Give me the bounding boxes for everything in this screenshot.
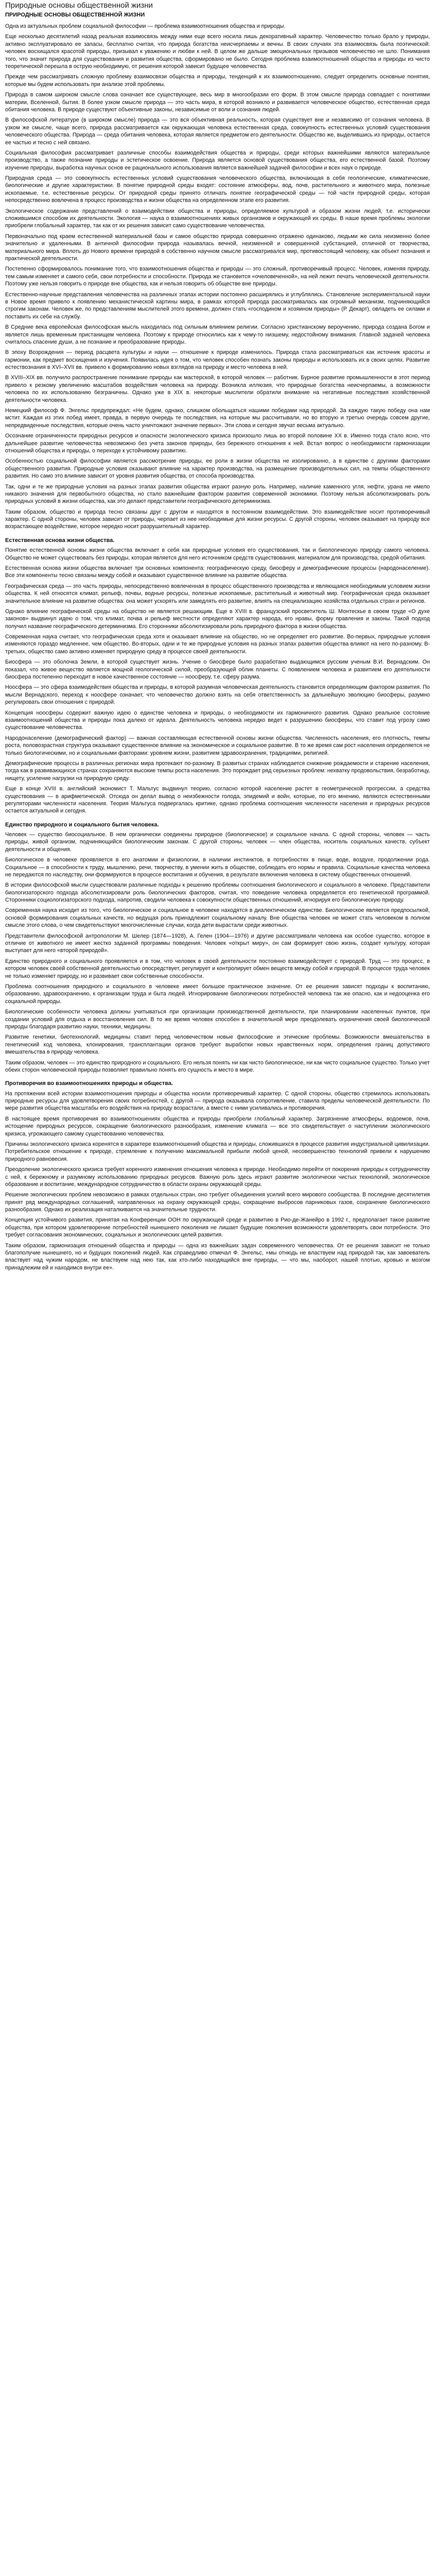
paragraph: Концепция ноосферы содержит важную идею о единстве человека и природы, о необходимости их гармоничного развития. Однако реальное состояние взаимоотношений общества и природы пока далеко от идеала. Деятельность человека нередко ведет к разрушению биосферы, что ставит под угрозу само существование человечества. bbox=[5, 709, 430, 731]
page-subtitle: ПРИРОДНЫЕ ОСНОВЫ ОБЩЕСТВЕННОЙ ЖИЗНИ bbox=[5, 11, 145, 18]
section-heading: Естественная основа жизни общества. bbox=[5, 537, 115, 544]
paragraph: Современная наука исходит из того, что биологическое и социальное в человеке находятся в диалектическом единстве. Биологическое является предпосылкой, основой формирования социальных качеств, но ведущая роль принадлежит социальному началу. Вне общества человек не может стать человеком в полном смысле этого слова, о чем свидетельствуют многочисленные случаи, когда дети вырастали среди животных. bbox=[5, 907, 430, 929]
paragraph: Биологические особенности человека должны учитываться при организации производственной деятельности, при планировании населенных пунктов, при создании условий для отдыха и восстановления сил. В то же время человек способен в значительной мере преодолевать ограничения своей биологической природы благодаря развитию науки, техники, медицины. bbox=[5, 1009, 430, 1030]
paragraph: Человек — существо биосоциальное. В нем органически соединены природное (биологическое) и социальное начала. С одной стороны, человек — часть природы, живой организм, подчиняющийся биологическим законам. С другой стороны, человек — член общества, носитель социальных качеств, субъект деятельности и общения. bbox=[5, 831, 430, 853]
paragraph: Современная наука считает, что географическая среда хотя и оказывает влияние на общество, но не определяет его развитие. Во-первых, природные условия изменяются гораздо медленнее, чем общество. Во-вторых, одни и те же природные условия на разных этапах развития общества влияют на него по-разному. В-третьих, общество само активно изменяет природную среду в процессе своей деятельности. bbox=[5, 634, 430, 655]
section-heading: Противоречия во взаимоотношениях природы и общества. bbox=[5, 1080, 173, 1087]
paragraph: Концепция устойчивого развития, принятая на Конференции ООН по окружающей среде и развитию в Рио-де-Жанейро в 1992 г., предполагает такое развитие общества, при котором удовлетворение потребностей нынешнего поколения не лишает будущие поколения возможности удовлетворять свои потребности. Это требует согласования экономических, социальных и экологических целей развития. bbox=[5, 1217, 430, 1239]
paragraph: Таким образом, общество и природа тесно связаны друг с другом и находятся в постоянном взаимодействии. Это взаимодействие носит противоречивый характер. С одной стороны, человек зависит от природы, черпает из нее необходимые для жизни ресурсы. С другой стороны, человек оказывает на природу все возрастающее воздействие, которое нередко носит разрушительный характер. bbox=[5, 509, 430, 530]
paragraph: На протяжении всей истории взаимоотношения природы и общества носили противоречивый характер. С одной стороны, общество стремилось использовать природные ресурсы для удовлетворения своих потребностей, с другой — природа оказывала сопротивление, ставила пределы человеческой деятельности. По мере развития общества масштабы его воздействия на природу возрастали, а вместе с ними усиливались и противоречия. bbox=[5, 1090, 430, 1112]
paragraph: Преодоление экологического кризиса требует коренного изменения отношения человека к природе. Необходимо перейти от покорения природы к сотрудничеству с ней, к бережному и разумному использованию природных ресурсов. Важную роль здесь играют развитие экологически чистых технологий, экологическое образование и воспитание, международное сотрудничество в области охраны окружающей среды. bbox=[5, 1166, 430, 1188]
paragraph: Однако влияние географической среды на общество не является решающим. Еще в XVIII в. французский просветитель Ш. Монтескье в своем труде «О духе законов» выдвинул идею о том, что климат, почва и рельеф местности определяют характер народа, его нравы, форму правления и законы. Такой подход получил название географического детерминизма. Его сторонники абсолютизировали роль природного фактора в жизни общества. bbox=[5, 608, 430, 630]
page-title: Природные основы общественной жизни bbox=[5, 1, 153, 10]
paragraph: Еще в конце XVIII в. английский экономист Т. Мальтус выдвинул теорию, согласно которой население растет в геометрической прогрессии, а средства существования — в арифметической. Отсюда он делал вывод о неизбежности голода, эпидемий и войн, которые, по его мнению, являются естественными регуляторами численности населения. Теория Мальтуса подвергалась критике, однако проблема соотношения численности населения и природных ресурсов остается актуальной и сегодня. bbox=[5, 786, 430, 815]
paragraph: Развитие генетики, биотехнологий, медицины ставит перед человечеством новые философские и этические проблемы. Возможности вмешательства в генетический код человека, клонирования, трансплантации органов требуют выработки новых нравственных норм, определения границ допустимого вмешательства в природу человека. bbox=[5, 1034, 430, 1056]
paragraph: Немецкий философ Ф. Энгельс предупреждал: «Не будем, однако, слишком обольщаться нашими победами над природой. За каждую такую победу она нам мстит. Каждая из этих побед имеет, правда, в первую очередь те последствия, на которые мы рассчитывали, но во вторую и третью очередь совсем другие, непредвиденные последствия, которые очень часто уничтожают значение первых». Эти слова и сегодня звучат весьма актуально. bbox=[5, 408, 430, 429]
paragraph: Единство природного и социального проявляется и в том, что человек в своей деятельности постоянно взаимодействует с природой. Труд — это процесс, в котором человек своей собственной деятельностью опосредствует, регулирует и контролирует обмен веществ между собой и природой. В процессе труда человек не только изменяет природу, но и развивает свои собственные способности. bbox=[5, 958, 430, 979]
paragraph: Первоначально под краем естественной материальной базы и самое общество природа совершенно отражено одинаково, людьми же сила неизменно более значительно и удаленными. В античной философии природа называлась вечной, неизменной и совершенной субстанцией, отличной от творчества, материального мира. Вплоть до Нового времени природой в собственно научном смысле рассматривался мир, противостоящий человеку, как объект познания и практической деятельности. bbox=[5, 233, 430, 262]
paragraph: В истории философской мысли существовали различные подходы к решению проблемы соотношения биологического и социального в человеке. Представители биологизаторского подхода абсолютизировали роль биологических факторов, считая, что поведение человека определяется его генетической программой. Сторонники социологизаторского подхода, напротив, сводили человека к совокупности общественных отношений, игнорируя его биологическую природу. bbox=[5, 882, 430, 904]
paragraph: Причины экологического кризиса коренятся в характере взаимоотношений общества и природы, сложившихся в процессе развития индустриальной цивилизации. Потребительское отношение к природе, стремление к получению максимальной прибыли любой ценой, несовершенство технологий привели к нарушению природного равновесия. bbox=[5, 1141, 430, 1162]
paragraph: В настоящее время противоречия во взаимоотношениях общества и природы приобрели глобальный характер. Загрязнение атмосферы, водоемов, почв, истощение природных ресурсов, сокращение биологического разнообразия, изменение климата — все это свидетельствует о наступлении экологического кризиса, угрожающего самому существованию человечества. bbox=[5, 1115, 430, 1137]
paragraph: Биосфера — это оболочка Земли, в которой существует жизнь. Учение о биосфере было разработано выдающимся русским ученым В.И. Вернадским. Он показал, что живое вещество является мощной геологической силой, преобразующей облик планеты. С появлением человека и развитием его деятельности биосфера постепенно переходит в новое качественное состояние — ноосферу, т.е. сферу разума. bbox=[5, 659, 430, 681]
paragraph: В Средние века европейская философская мысль находилась под сильным влиянием религии. Согласно христианскому вероучению, природа создана Богом и является лишь временным пристанищем человека. Поэтому к природе относились как к чему-то низшему, недостойному внимания. Главной задачей человека считалось спасение души, а не познание и преобразование природы. bbox=[5, 324, 430, 345]
paragraph: Народонаселение (демографический фактор) — важная составляющая естественной основы жизни общества. Численность населения, его плотность, темпы роста, половозрастная структура оказывают существенное влияние на экономическое и социальное развитие. В то же время сам рост населения определяется не только биологическими, но и социальными факторами: уровнем жизни, развитием здравоохранения, традициями, религией. bbox=[5, 735, 430, 756]
paragraph: Экологическое содержание представлений о взаимодействии общества и природы, определяемое культурой и образом жизни людей, т.е. исторически сложившимся способом их деятельности. Экология — наука о взаимоотношениях живых организмов и окружающей их среды. В наше время проблемы экологии приобрели глобальный характер, так как от их решения зависит само существование человечества. bbox=[5, 208, 430, 229]
paragraph: Природная среда — это совокупность естественных условий существования человеческого общества, включающая в себя геологические, климатические, биологические и другие характеристики. В понятие природной среды входят: состояние атмосферы, вод, почв, растительного и животного мира, полезные ископаемые, т.е. естественные ресурсы. От природной среды принято отличать понятие географической среды — той части природной среды, которая непосредственно вовлечена в процесс производства и жизни общества на определенном этапе его развития. bbox=[5, 175, 430, 204]
article-body bbox=[5, 23, 430, 1272]
paragraph: Постепенно сформировалось понимание того, что взаимоотношения общества и природы — это сложный, противоречивый процесс. Человек, изменяя природу, тем самым изменяет и самого себя, свои потребности и способности. Природа же становится «очеловеченной», на ней лежит печать человеческой деятельности. Поэтому уже нельзя говорить о природе вне общества, как и нельзя говорить об обществе вне природы. bbox=[5, 266, 430, 287]
paragraph: Социальная философия рассматривает различные способы взаимодействия общества и природы, среди которых важнейшими являются материальное производство, а также познание природы и эстетическое освоение. Природа является основой существования общества, его естественной базой. Поэтому изучение природы, выработка научных основ ее рационального использования является важнейшей задачей философии и всех наук о природе. bbox=[5, 149, 430, 171]
paragraph: Таким образом, гармонизация отношений общества и природы — одна из важнейших задач современного человечества. От ее решения зависит не только благополучие нынешнего, но и будущих поколений людей. Как справедливо отмечал Ф. Энгельс, «мы отнюдь не властвуем над природой так, как завоеватель властвует над чужим народом, не властвуем над нею так, как кто-либо находящийся вне природы, — что мы, наоборот, нашей плотью, кровью и мозгом принадлежим ей и находимся внутри ее». bbox=[5, 1242, 430, 1271]
paragraph: Осознание ограниченности природных ресурсов и опасности экологического кризиса произошло лишь во второй половине XX в. Именно тогда стало ясно, что дальнейшее развитие человечества невозможно без учета законов природы, без бережного отношения к ней. Встал вопрос о необходимости гармонизации отношений общества и природы, о переходе к устойчивому развитию. bbox=[5, 433, 430, 454]
paragraph: В философской литературе (в широком смысле) природа — это вся объективная реальность, которая существует вне и независимо от сознания человека. В узком же смысле, чаще всего, природа рассматривается как окружающая человека естественная среда, совокупность естественных условий существования человеческого общества. Природа — среда обитания человека, которая является предметом его деятельности. Общество же, выделившись из природы, остается ее частью и тесно с ней связано. bbox=[5, 117, 430, 146]
paragraph: Особенностью социальной философии является рассмотрение природы, ее роли в жизни общества не изолированно, а в единстве с другими факторами общественного развития. Природные условия оказывают влияние на характер производства, на размещение производительных сил, на темпы общественного развития. Но само это влияние зависит от уровня развития общества, от способа производства. bbox=[5, 458, 430, 480]
paragraph: Географическая среда — это часть природы, непосредственно вовлеченная в процесс общественного производства и являющаяся необходимым условием жизни общества. К ней относятся климат, рельеф, почвы, водные ресурсы, полезные ископаемые, растительный и животный мир. Географическая среда оказывает значительное влияние на развитие общества: она может ускорять или замедлять его развитие, влиять на специализацию хозяйства отдельных стран и регионов. bbox=[5, 583, 430, 604]
paragraph: Таким образом, человек — это единство природного и социального. Его нельзя понять ни как чисто биологическое, ни как чисто социальное существо. Только учет обеих сторон человеческой природы позволяет правильно понять его сущность и место в мире. bbox=[5, 1059, 430, 1073]
paragraph: Еще несколько десятилетий назад реальная взаимосвязь между ними еще всего носила лишь декоративный характер. Человечество только брало у природы, активно эксплуатировало ее запасы, бесплатно считая, что природа богатства неисчерпаемы и вечны. В своих случаях эта взаимосвязь была поэтической: человек восхищался красотой природы, призывал к уважению и любви к ней. В целом же дальше эмоциональных призывов человечество не шло. Понимания того, что значит природа для существования и развития общества, сформировано не было. Сегодня проблема взаимоотношений общества и природы из чисто теоретической перешла в острую необходимую, от решения которой зависит будущее человечества. bbox=[5, 33, 430, 70]
paragraph: Представители философской антропологии М. Шелер (1874—1928), А. Гелен (1904—1976) и другие рассматривали человека как особое существо, которое в отличие от животного не имеет жестко заданной программы поведения. Человек «открыт миру», он сам формирует свою жизнь, создает культуру, которая выступает для него «второй природой». bbox=[5, 933, 430, 954]
paragraph: В эпоху Возрождения — период расцвета культуры и науки — отношение к природе изменилось. Природа стала рассматриваться как источник красоты и гармонии, как предмет восхищения и изучения. Появилась идея о том, что человек способен познать законы природы и использовать их в своих целях. Развитие естествознания в XVI–XVII вв. привело к формированию новых взглядов на природу и место человека в ней. bbox=[5, 349, 430, 371]
document bbox=[5, 0, 430, 1279]
paragraph: Решение экологических проблем невозможно в рамках отдельных стран, оно требует объединения усилий всего мирового сообщества. В последние десятилетия принят ряд международных соглашений, направленных на охрану окружающей среды, сокращение выбросов парниковых газов, сохранение биологического разнообразия. Однако их реализация наталкивается на значительные трудности. bbox=[5, 1192, 430, 1213]
paragraph: В XVIII–XIX вв. получило распространение понимание природы как мастерской, в которой человек — работник. Бурное развитие промышленности в этот период привело к резкому увеличению масштабов воздействия человека на природу. Возникла иллюзия, что природные богатства неисчерпаемы, а возможности человека по их использованию безграничны. Однако уже в XIX в. некоторые мыслители обратили внимание на негативные последствия хозяйственной деятельности человека. bbox=[5, 375, 430, 403]
paragraph: Прежде чем рассматривать сложную проблему взаимосвязи общества и природы, тенденций к их взаимоотношению, следует определить основные понятия, которые мы будем использовать при анализе этой проблемы. bbox=[5, 74, 430, 88]
paragraph: Естественно-научные представления человечества на различных этапах истории постоянно расширялись и углублялись. Становление экспериментальной науки в Новое время привело к появлению механистической картины мира, в рамках которой природа рассматривалась как огромный механизм, подчиняющийся строгим законам. Человек же, по представлениям мыслителей этого времени, должен стать «господином и хозяином природы» (Р. Декарт), овладеть ее силами и поставить их себе на службу. bbox=[5, 291, 430, 320]
paragraph: Понятие естественной основы жизни общества включает в себя как природные условия его существования, так и биологическую природу самого человека. Общество не может существовать без природы, которая является для него источником средств существования, материалом для производства, средой обитания. bbox=[5, 547, 430, 561]
paragraph: Биологическое в человеке проявляется в его анатомии и физиологии, в наличии инстинктов, в потребностях в пище, воде, воздухе, продолжении рода. Социальное — в способности к труду, мышлению, речи, творчеству, в умении жить в обществе, соблюдать его нормы и правила. Социальные качества человека не передаются по наследству, они формируются в процессе воспитания и обучения, в результате включения человека в систему общественных отношений. bbox=[5, 857, 430, 878]
paragraph: Одна из актуальных проблем социальной философии — проблема взаимоотношения общества и природы. bbox=[5, 23, 286, 30]
paragraph: Демографические процессы в различных регионах мира протекают по-разному. В развитых странах наблюдается снижение рождаемости и старение населения, тогда как в развивающихся странах сохраняются высокие темпы роста населения. Это порождает ряд серьезных проблем: нехватку продовольствия, безработицу, нищету, усиление нагрузки на природную среду. bbox=[5, 760, 430, 782]
paragraph: Так, одни и те же природные условия на разных этапах развития общества играют разную роль. Например, наличие каменного угля, нефти, урана не имело никакого значения для первобытного общества, но стало важнейшим фактором развития современной экономики. Поэтому нельзя абсолютизировать роль природных условий в жизни общества, как это делают представители географического детерминизма. bbox=[5, 483, 430, 505]
paragraph: Природа в самом широком смысле слова означает все существующее, весь мир в многообразии его форм. В этом смысле природа совпадает с понятиями материи, Вселенной, бытия. В более узком смысле природа — это часть мира, в которой возникло и развивается человеческое общество, естественная среда обитания человека. В природе существуют объективные законы, независимые от воли и сознания людей. bbox=[5, 92, 430, 113]
paragraph: Естественная основа жизни общества включает три основных компонента: географическую среду, биосферу и демографические процессы (народонаселение). Все эти компоненты тесно связаны между собой и оказывают существенное влияние на развитие общества. bbox=[5, 565, 430, 579]
section-heading: Единство природного и социального бытия человека. bbox=[5, 821, 159, 828]
paragraph: Проблема соотношения природного и социального в человеке имеет большое практическое значение. От ее решения зависят подходы к воспитанию, образованию, здравоохранению, к организации труда и быта людей. Игнорирование биологических потребностей человека так же опасно, как и недооценка его социальной природы. bbox=[5, 984, 430, 1005]
paragraph: Ноосфера — это сфера взаимодействия общества и природы, в которой разумная человеческая деятельность становится определяющим фактором развития. По мысли Вернадского, переход к ноосфере означает, что человечество должно взять на себя ответственность за дальнейшую эволюцию биосферы, разумно регулировать свои отношения с природой. bbox=[5, 684, 430, 706]
